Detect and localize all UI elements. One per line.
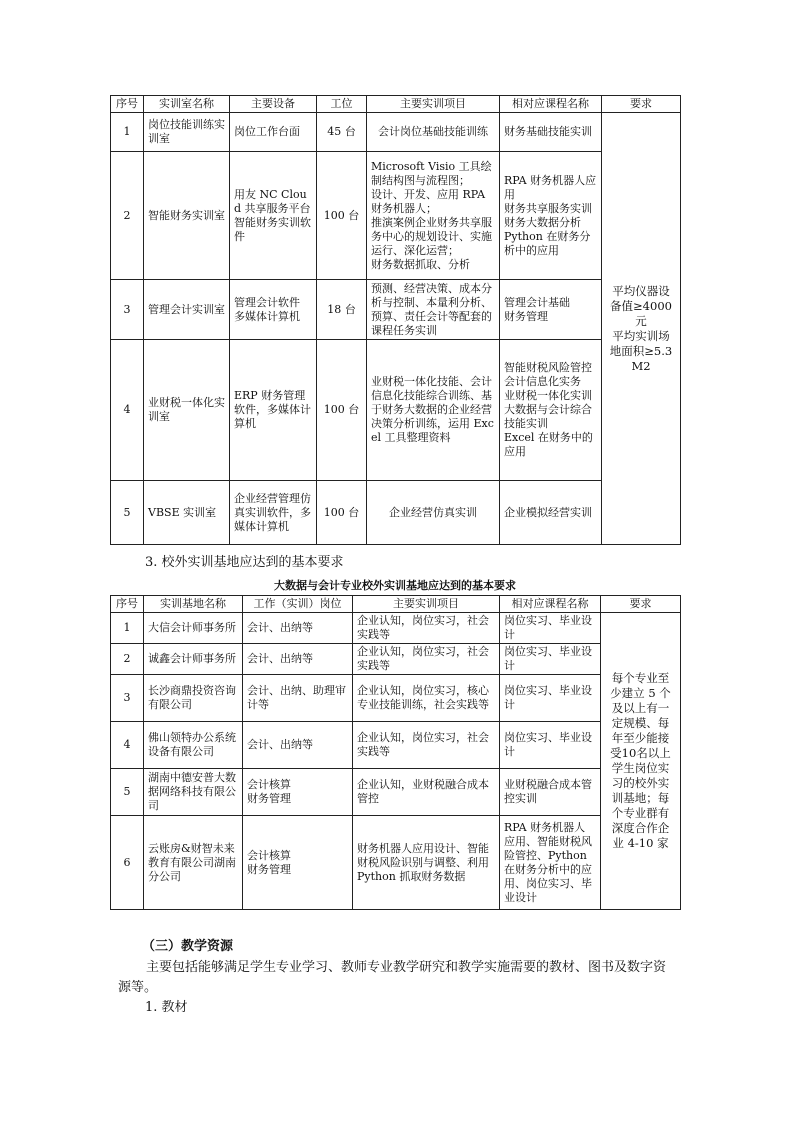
cell-posts: 会计核算 财务管理 <box>243 816 353 910</box>
table-row <box>111 816 681 910</box>
cell-seats: 100 台 <box>317 152 367 280</box>
col-header: 要求 <box>601 596 681 613</box>
cell-no: 1 <box>111 113 144 152</box>
cell-equip: 用友 NC Cloud 共享服务平台 智能财务实训软件 <box>230 152 317 280</box>
cell-name: 湖南中德安普大数据网络科技有限公司 <box>144 769 243 816</box>
cell-no: 5 <box>111 769 144 816</box>
cell-no: 6 <box>111 816 144 910</box>
cell-requirement: 平均仪器设备值≥4000 元 平均实训场地面积≥5.3M2 <box>602 113 681 545</box>
cell-no: 3 <box>111 675 144 722</box>
cell-name: 诚鑫会计师事务所 <box>144 644 243 675</box>
lab-table-header <box>111 96 681 113</box>
base-table-header <box>111 596 681 613</box>
cell-courses: 岗位实习、毕业设计 <box>500 644 601 675</box>
cell-name: 业财税一体化实训室 <box>144 340 230 481</box>
cell-projects: Microsoft Visio 工具绘制结构图与流程图； 设计、开发、应用 RPA 财务机器人； 推演案例企业财务共享服务中心的规划设计、实施运行、深化运营； 财务数据抓取、分析 <box>367 152 500 280</box>
lab-table <box>110 95 681 545</box>
col-header: 相对应课程名称 <box>500 596 601 613</box>
table-row <box>111 613 681 644</box>
cell-name: 智能财务实训室 <box>144 152 230 280</box>
col-header: 实训室名称 <box>144 96 230 113</box>
cell-seats: 45 台 <box>317 113 367 152</box>
table-row <box>111 152 681 280</box>
cell-projects: 企业经营仿真实训 <box>367 481 500 545</box>
table-row <box>111 644 681 675</box>
table-row <box>111 340 681 481</box>
cell-posts: 会计、出纳等 <box>243 613 353 644</box>
cell-name: 佛山领特办公系统设备有限公司 <box>144 722 243 769</box>
cell-projects: 企业认知，岗位实习，社会实践等 <box>353 644 500 675</box>
cell-equip: ERP 财务管理软件，多媒体计算机 <box>230 340 317 481</box>
cell-courses: 岗位实习、毕业设计 <box>500 613 601 644</box>
cell-requirement: 每个专业至少建立 5 个及以上有一定规模、每年至少能接受10名以上学生岗位实习的校外实训基地；每个专业群有深度合作企业 4-10 家 <box>601 613 681 910</box>
table-row <box>111 769 681 816</box>
col-header: 主要实训项目 <box>353 596 500 613</box>
cell-courses: 管理会计基础 财务管理 <box>500 280 602 340</box>
cell-courses: 企业模拟经营实训 <box>500 481 602 545</box>
cell-name: 管理会计实训室 <box>144 280 230 340</box>
col-header: 工作（实训）岗位 <box>243 596 353 613</box>
col-header: 工位 <box>317 96 367 113</box>
cell-courses: RPA 财务机器人应用、智能财税风险管控、Python 在财务分析中的应用、岗位实习、毕业设计 <box>500 816 601 910</box>
cell-name: 岗位技能训练实训室 <box>144 113 230 152</box>
cell-courses: 智能财税风险管控 会计信息化实务 业财税一体化实训 大数据与会计综合技能实训 Excel 在财务中的应用 <box>500 340 602 481</box>
cell-name: 长沙商鼎投资咨询有限公司 <box>144 675 243 722</box>
cell-projects: 企业认知，岗位实习，社会实践等 <box>353 613 500 644</box>
section-body: 主要包括能够满足学生专业学习、教师专业教学研究和教学实施需要的教材、图书及数字资源等。 <box>118 960 667 995</box>
cell-courses: RPA 财务机器人应用 财务共享服务实训 财务大数据分析 Python 在财务分析中的应用 <box>500 152 602 280</box>
cell-no: 3 <box>111 280 144 340</box>
cell-projects: 业财税一体化技能、会计信息化技能综合训练、基于财务大数据的企业经营决策分析训练，运用 Excel 工具整理资料 <box>367 340 500 481</box>
table-row <box>111 675 681 722</box>
cell-seats: 100 台 <box>317 481 367 545</box>
section-subheading: 1. 教材 <box>145 1000 188 1015</box>
cell-projects: 企业认知，业财税融合成本管控 <box>353 769 500 816</box>
cell-projects: 企业认知，岗位实习，社会实践等 <box>353 722 500 769</box>
table-row <box>111 722 681 769</box>
cell-name: 云账房&财智未来教育有限公司湖南分公司 <box>144 816 243 910</box>
cell-name: VBSE 实训室 <box>144 481 230 545</box>
cell-posts: 会计、出纳等 <box>243 644 353 675</box>
cell-projects: 企业认知，岗位实习，核心专业技能训练，社会实践等 <box>353 675 500 722</box>
cell-posts: 会计、出纳等 <box>243 722 353 769</box>
cell-no: 2 <box>111 644 144 675</box>
col-header: 相对应课程名称 <box>500 96 602 113</box>
cell-equip: 企业经营管理仿真实训软件，多媒体计算机 <box>230 481 317 545</box>
base-table <box>110 595 681 910</box>
cell-courses: 岗位实习、毕业设计 <box>500 722 601 769</box>
col-header: 要求 <box>602 96 681 113</box>
cell-projects: 财务机器人应用设计、智能财税风险识别与调整、利用 Python 抓取财务数据 <box>353 816 500 910</box>
col-header: 主要实训项目 <box>367 96 500 113</box>
cell-no: 5 <box>111 481 144 545</box>
col-header: 实训基地名称 <box>144 596 243 613</box>
cell-courses: 岗位实习、毕业设计 <box>500 675 601 722</box>
cell-projects: 会计岗位基础技能训练 <box>367 113 500 152</box>
col-header: 主要设备 <box>230 96 317 113</box>
cell-no: 2 <box>111 152 144 280</box>
cell-courses: 财务基础技能实训 <box>500 113 602 152</box>
table-row <box>111 481 681 545</box>
cell-projects: 预测、经营决策、成本分析与控制、本量利分析、预算、责任会计等配套的课程任务实训 <box>367 280 500 340</box>
section-title: 3. 校外实训基地应达到的基本要求 <box>145 555 344 570</box>
cell-no: 4 <box>111 722 144 769</box>
table-caption: 大数据与会计专业校外实训基地应达到的基本要求 <box>274 579 516 592</box>
cell-no: 4 <box>111 340 144 481</box>
cell-posts: 会计、出纳、助理审计等 <box>243 675 353 722</box>
cell-name: 大信会计师事务所 <box>144 613 243 644</box>
col-header: 序号 <box>111 596 144 613</box>
cell-seats: 100 台 <box>317 340 367 481</box>
cell-seats: 18 台 <box>317 280 367 340</box>
cell-posts: 会计核算 财务管理 <box>243 769 353 816</box>
table-row <box>111 280 681 340</box>
cell-courses: 业财税融合成本管控实训 <box>500 769 601 816</box>
cell-equip: 管理会计软件 多媒体计算机 <box>230 280 317 340</box>
section-heading: （三）教学资源 <box>142 939 234 954</box>
cell-equip: 岗位工作台面 <box>230 113 317 152</box>
col-header: 序号 <box>111 96 144 113</box>
cell-no: 1 <box>111 613 144 644</box>
table-row <box>111 113 681 152</box>
